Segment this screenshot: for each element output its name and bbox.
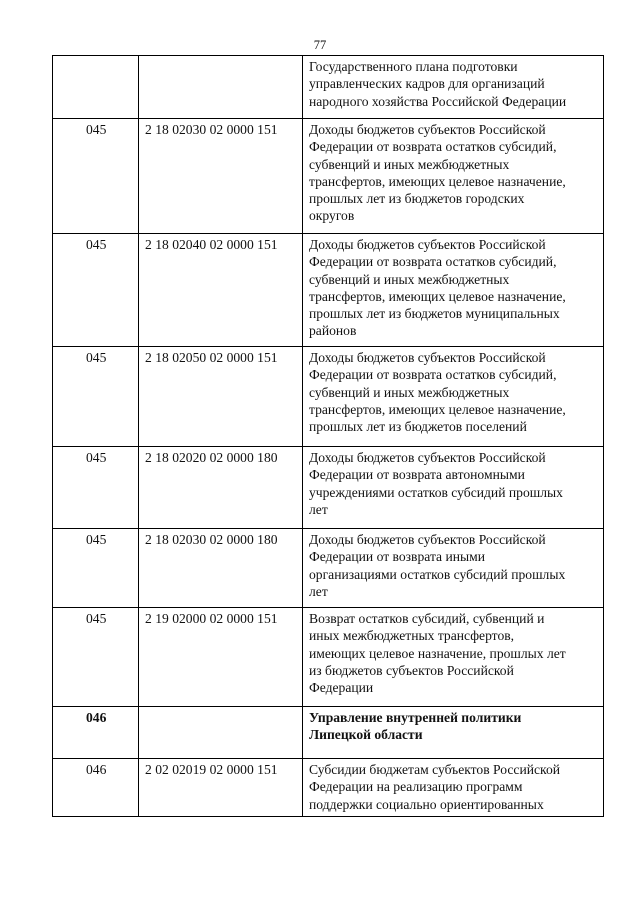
admin-code-cell: 045 [53, 119, 139, 234]
classification-code-cell: 2 18 02020 02 0000 180 [139, 447, 303, 529]
classification-code-cell: 2 18 02040 02 0000 151 [139, 234, 303, 347]
admin-code-cell: 046 [53, 759, 139, 817]
admin-code-cell: 045 [53, 347, 139, 447]
description-line: прошлых лет из бюджетов городских [309, 191, 525, 207]
description-cell [303, 447, 604, 529]
classification-code-cell: 2 18 02030 02 0000 180 [139, 529, 303, 608]
description-line: субвенций и иных межбюджетных [309, 156, 510, 172]
classification-code-cell [139, 707, 303, 759]
description-line: Федерации от возврата иными [309, 549, 486, 565]
description-line: Федерации [309, 680, 374, 696]
description-cell [303, 119, 604, 234]
description-line: субвенций и иных межбюджетных [309, 271, 510, 287]
table-row [53, 347, 604, 447]
table-row [53, 56, 604, 119]
table-row [53, 608, 604, 707]
description-cell [303, 707, 604, 759]
description-line: имеющих целевое назначение, прошлых лет [309, 645, 566, 661]
description-line: прошлых лет из бюджетов поселений [309, 419, 527, 435]
admin-code-cell: 045 [53, 447, 139, 529]
admin-code-cell: 045 [53, 234, 139, 347]
description-line: районов [309, 323, 357, 339]
description-cell [303, 234, 604, 347]
description-line: поддержки социально ориентированных [309, 796, 544, 812]
description-line: Федерации от возврата остатков субсидий, [309, 367, 557, 383]
description-line: Доходы бюджетов субъектов Российской [309, 350, 546, 365]
description-line: Государственного плана подготовки [309, 59, 518, 74]
description-line: Доходы бюджетов субъектов Российской [309, 237, 546, 252]
description-cell [303, 759, 604, 817]
description-line: округов [309, 208, 355, 224]
description-line: прошлых лет из бюджетов муниципальных [309, 306, 560, 322]
description-line: Федерации от возврата остатков субсидий, [309, 254, 557, 270]
classification-code-cell: 2 02 02019 02 0000 151 [139, 759, 303, 817]
description-line: Возврат остатков субсидий, субвенций и [309, 611, 545, 626]
description-line: Федерации от возврата остатков субсидий, [309, 139, 557, 155]
description-line: Липецкой области [309, 727, 423, 743]
table-row [53, 759, 604, 817]
description-line: Доходы бюджетов субъектов Российской [309, 532, 546, 547]
admin-code-cell: 046 [53, 707, 139, 759]
table-row [53, 707, 604, 759]
page-number: 77 [313, 38, 327, 52]
description-line: организациями остатков субсидий прошлых [309, 566, 566, 582]
description-cell [303, 529, 604, 608]
table-row [53, 119, 604, 234]
description-cell [303, 56, 604, 119]
description-line: иных межбюджетных трансфертов, [309, 628, 515, 644]
admin-code-cell: 045 [53, 608, 139, 707]
description-line: Доходы бюджетов субъектов Российской [309, 450, 546, 465]
description-line: управленческих кадров для организаций [309, 76, 545, 92]
description-line: Управление внутренней политики [309, 710, 522, 725]
admin-code-cell: 045 [53, 529, 139, 608]
description-line: народного хозяйства Российской Федерации [309, 93, 567, 109]
description-line: лет [309, 583, 328, 599]
classification-code-cell: 2 19 02000 02 0000 151 [139, 608, 303, 707]
classification-code-cell: 2 18 02030 02 0000 151 [139, 119, 303, 234]
description-cell [303, 347, 604, 447]
description-line: трансфертов, имеющих целевое назначение, [309, 288, 566, 304]
classification-code-cell: 2 18 02050 02 0000 151 [139, 347, 303, 447]
description-line: Доходы бюджетов субъектов Российской [309, 122, 546, 137]
table-row [53, 234, 604, 347]
description-cell [303, 608, 604, 707]
description-line: Субсидии бюджетам субъектов Российской [309, 762, 561, 777]
description-line: субвенций и иных межбюджетных [309, 384, 510, 400]
description-line: из бюджетов субъектов Российской [309, 662, 514, 678]
table-row [53, 447, 604, 529]
table-row [53, 529, 604, 608]
admin-code-cell [53, 56, 139, 119]
description-line: Федерации от возврата автономными [309, 467, 525, 483]
description-line: трансфертов, имеющих целевое назначение, [309, 401, 566, 417]
description-line: Федерации на реализацию программ [309, 779, 523, 795]
description-line: трансфертов, имеющих целевое назначение, [309, 173, 566, 189]
classification-code-cell [139, 56, 303, 119]
description-line: лет [309, 501, 328, 517]
description-line: учреждениями остатков субсидий прошлых [309, 484, 563, 500]
budget-classification-table [52, 55, 604, 817]
